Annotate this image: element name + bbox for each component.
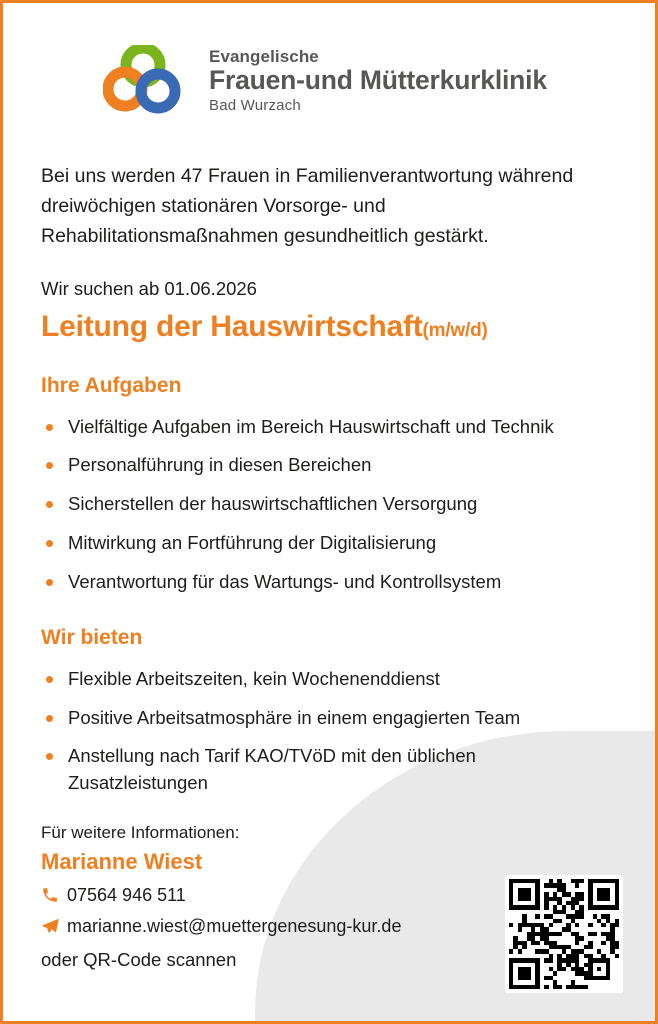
clinic-logo xyxy=(3,3,655,117)
logo-wordmark xyxy=(209,48,547,113)
list-item: Verantwortung für das Wartungs- und Kontrollsystem xyxy=(41,569,619,596)
contact-phone-number: 07564 946 511 xyxy=(67,884,186,905)
list-item: Positive Arbeitsatmosphäre in einem engagierten Team xyxy=(41,705,619,732)
offer-list xyxy=(41,666,619,797)
logo-line-1: Evangelische xyxy=(209,47,319,67)
tasks-list xyxy=(41,414,619,596)
section-heading-tasks: Ihre Aufgaben xyxy=(41,373,182,397)
qr-instruction-text: oder QR-Code scannen xyxy=(41,948,237,970)
paper-plane-icon xyxy=(41,917,67,936)
logo-line-2: Frauen-und Mütterkurklinik xyxy=(209,65,547,96)
job-title xyxy=(41,310,619,344)
list-item: Mitwirkung an Fortführung der Digitalisierung xyxy=(41,530,619,557)
phone-icon xyxy=(41,886,67,904)
job-title-suffix: (m/w/d) xyxy=(422,319,488,341)
contact-person-name: Marianne Wiest xyxy=(41,848,203,874)
list-item: Personalführung in diesen Bereichen xyxy=(41,452,619,479)
qr-code[interactable] xyxy=(505,875,623,993)
section-heading-offer: Wir bieten xyxy=(41,625,143,649)
logo-mark-icon xyxy=(103,45,195,117)
qr-code-matrix xyxy=(509,879,619,989)
contact-email-address: marianne.wiest@muettergenesung-kur.de xyxy=(67,915,402,936)
contact-info-label: Für weitere Informationen: xyxy=(41,822,240,842)
flyer-content xyxy=(3,3,655,971)
list-item: Anstellung nach Tarif KAO/TVöD mit den üblichen Zusatzleistungen xyxy=(41,743,619,797)
logo-line-3: Bad Wurzach xyxy=(209,96,301,114)
list-item: Sicherstellen der hauswirtschaftlichen Versorgung xyxy=(41,491,619,518)
intro-paragraph: Bei uns werden 47 Frauen in Familienverantwortung während dreiwöchigen stationären Vorsorge- und Rehabilitationsmaßnahmen gesundheitlich gestärkt. xyxy=(41,165,574,248)
job-title-text: Leitung der Hauswirtschaft xyxy=(41,309,423,343)
list-item: Vielfältige Aufgaben im Bereich Hauswirtschaft und Technik xyxy=(41,414,619,441)
list-item: Flexible Arbeitszeiten, kein Wochenenddienst xyxy=(41,666,619,693)
vacancy-start-line: Wir suchen ab 01.06.2026 xyxy=(41,277,257,299)
